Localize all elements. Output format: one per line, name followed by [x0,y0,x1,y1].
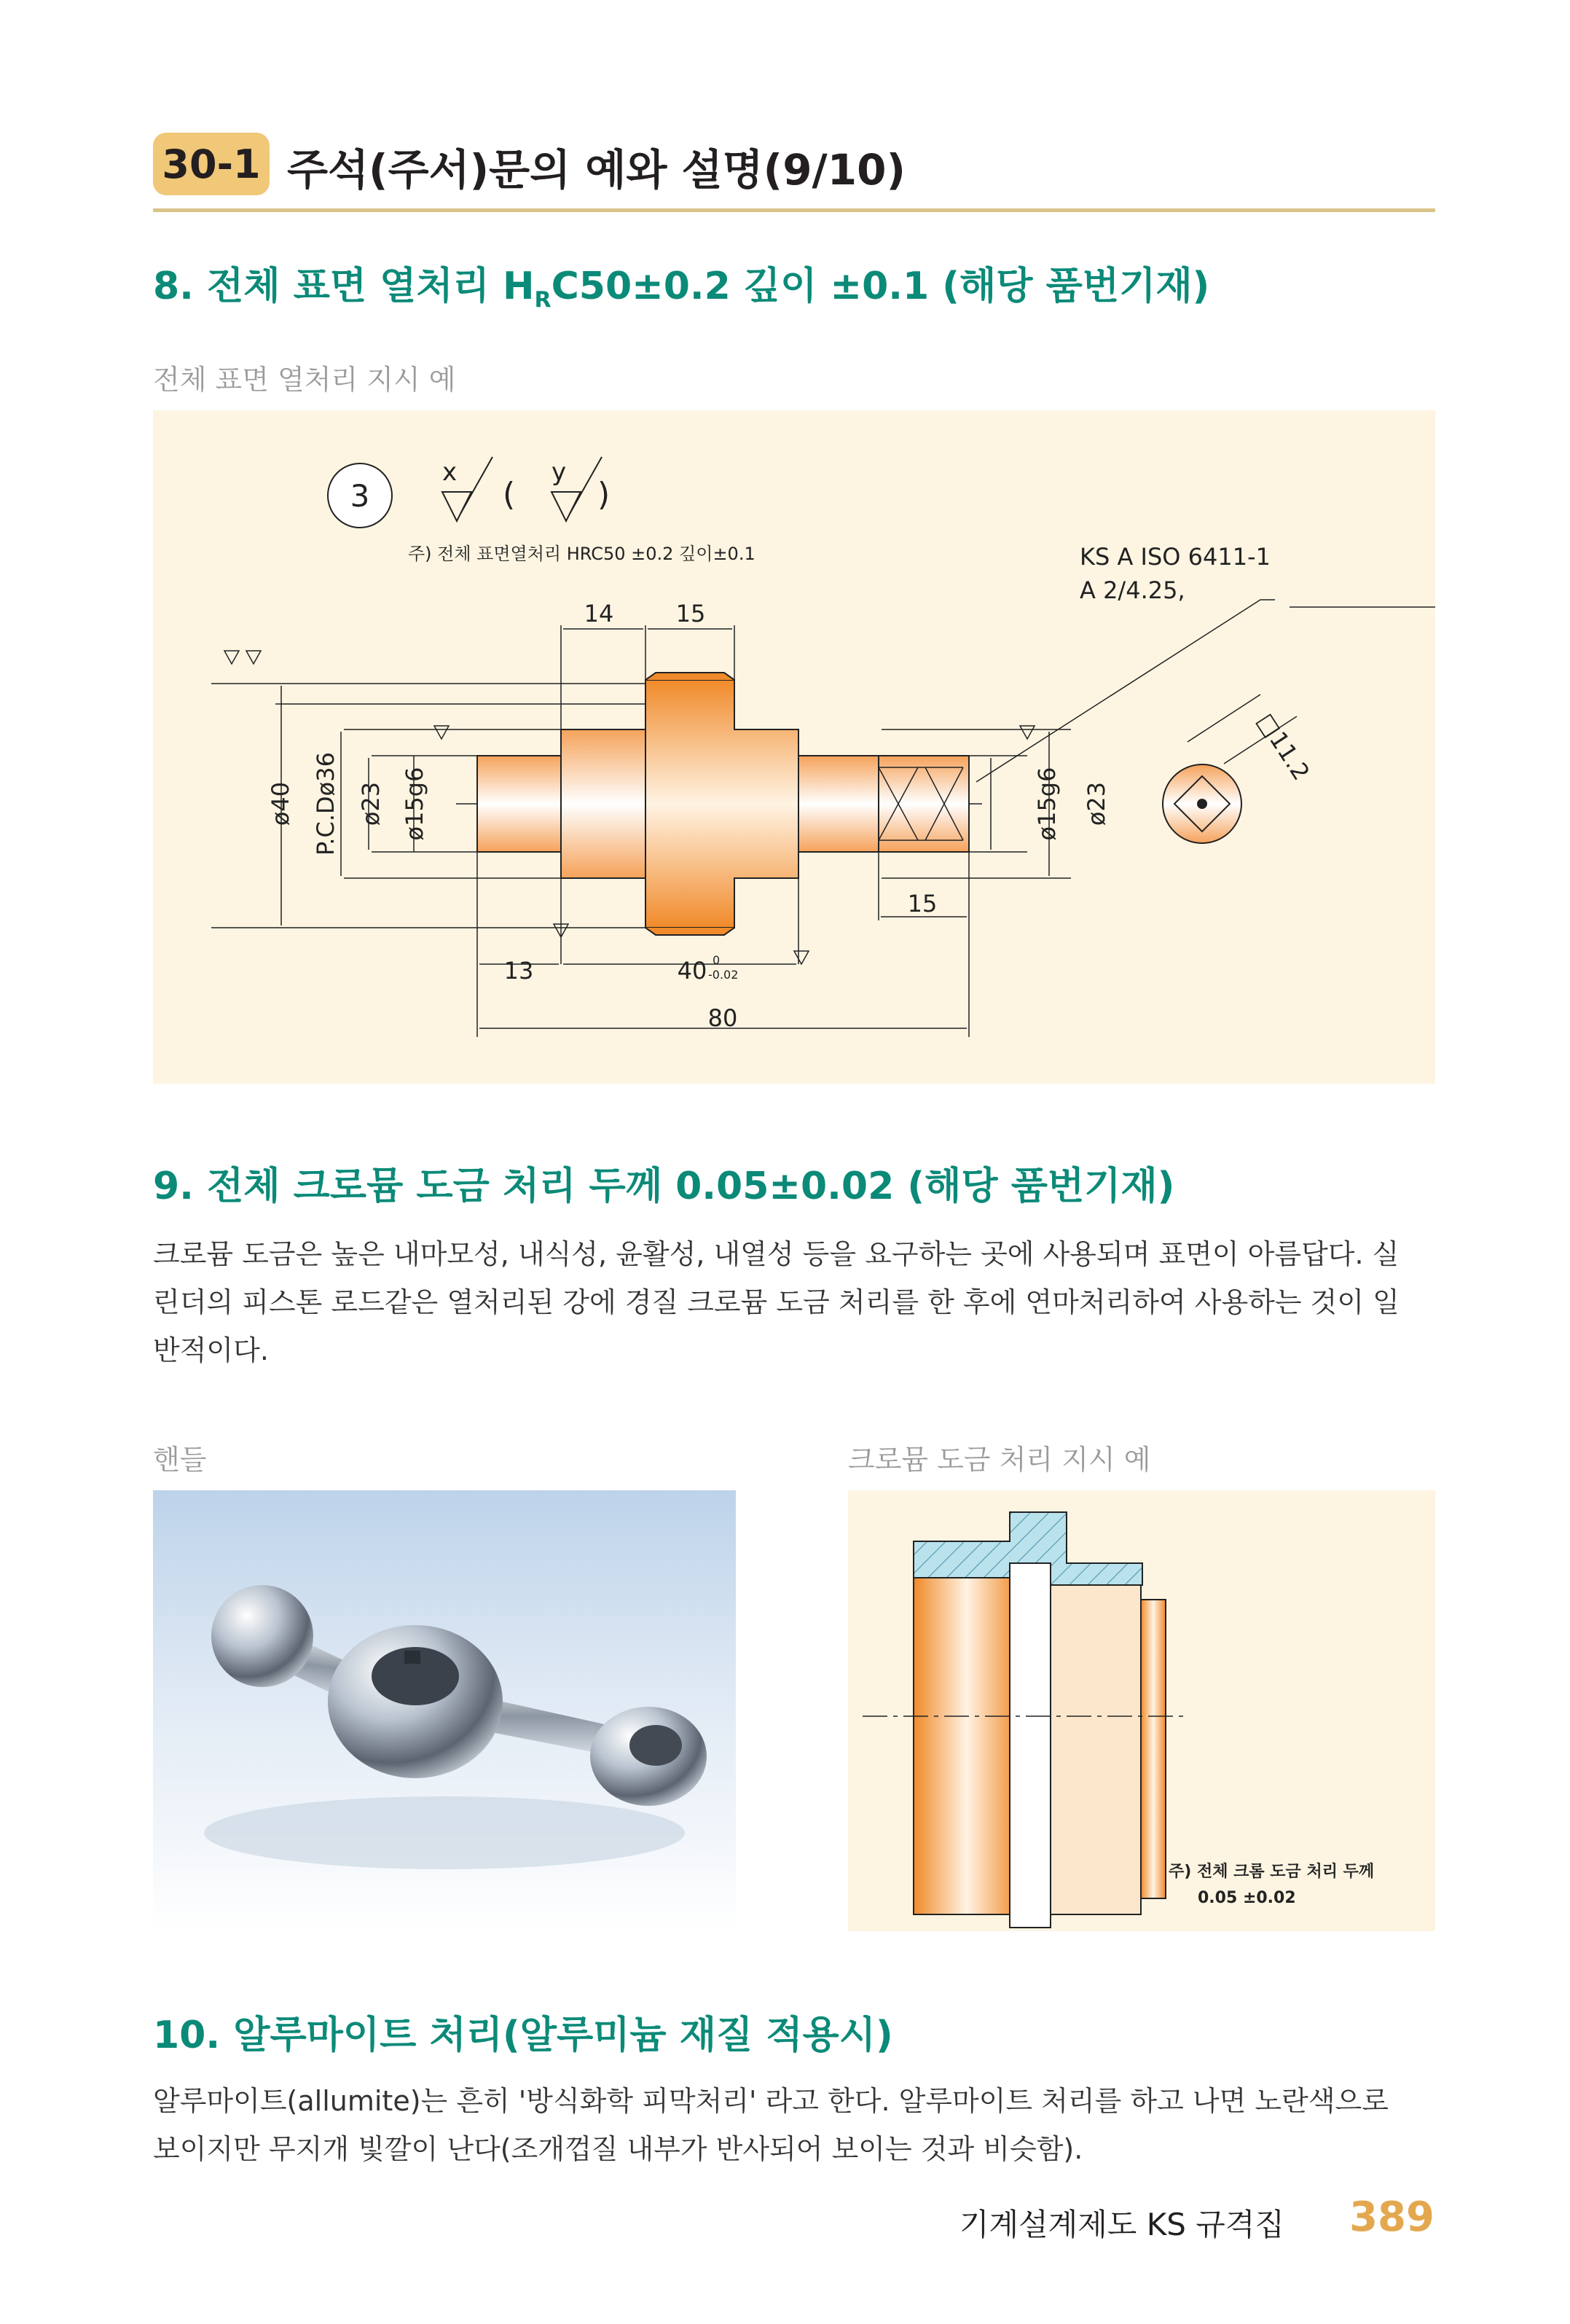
dim-40-tol-upper: 0 [713,953,721,967]
section-9-paragraph [153,1230,1435,1374]
chrome-handle-image [153,1490,736,1931]
dim-80: 80 [707,1004,738,1032]
dia-15g6-right-label: ø15g6 [1033,767,1061,841]
surface-symbol-y-label: y [552,458,567,487]
section-10-paragraph [153,2077,1435,2173]
section-10-para-line: 알루마이트(allumite)는 흔히 '방식화학 피막처리' 라고 한다. 알루마이트 처리를 하고 나면 노란색으로 [153,2085,1389,2117]
ks-standard-label: KS A ISO 6411-1 [1080,543,1271,571]
section-8-title [153,255,1209,313]
section-9-para-line: 크로뮴 도금은 높은 내마모성, 내식성, 윤활성, 내열성 등을 요구하는 곳에 사용되며 표면이 아름답다. 실 [153,1238,1400,1270]
chrome-note-line2: 0.05 ±0.02 [1198,1889,1296,1907]
chrome-plating-drawing-panel [848,1490,1435,1931]
surface-symbol-y-icon [552,492,581,521]
square-dim-label: □11.2 [1252,708,1316,786]
item-balloon-number: 3 [350,478,370,514]
ks-spec-label: A 2/4.25, [1080,576,1185,604]
chrome-plating-drawing [848,1490,1435,1931]
section-10-para-line: 보이지만 무지개 빛깔이 난다(조개껍질 내부가 반사되어 보이는 것과 비슷함). [153,2133,1083,2165]
dim-40: 40 [677,957,707,985]
section-8-title-part-b: C50±0.2 깊이 ±0.1 (해당 품번기재) [551,265,1210,308]
dim-13: 13 [503,957,534,985]
section-number: 30-1 [162,141,261,187]
dia-15g6-left-label: ø15g6 [401,767,428,841]
page-title: 주석(주서)문의 예와 설명(9/10) [287,145,906,195]
section-9-para-line: 린더의 피스톤 로드같은 열처리된 강에 경질 크로뮴 도금 처리를 한 후에 연마처리하여 사용하는 것이 일 [153,1286,1400,1318]
section-number-badge [153,133,270,195]
surface-symbol-x-icon [442,492,471,521]
paren-open: ( [503,476,516,513]
book-title: 기계설계제도 KS 규격집 [959,2207,1284,2242]
handle-photo [153,1490,736,1931]
section-9-para-line: 반적이다. [153,1334,269,1366]
section-8-title-subscript: R [534,287,552,313]
heat-treatment-note: 주) 전체 표면열처리 HRC50 ±0.2 깊이±0.1 [408,544,755,564]
section-8-caption: 전체 표면 열처리 지시 예 [153,364,456,396]
shaft-drawing [153,410,1435,1084]
dim-14: 14 [584,600,614,627]
dim-15-top: 15 [675,600,706,627]
pcd-label: P.C.Dø36 [312,752,339,856]
dia-23-left-label: ø23 [357,781,385,826]
chrome-note-line1: 주) 전체 크롬 도금 처리 두께 [1169,1863,1375,1881]
section-8-title-part-a: 8. 전체 표면 열처리 H [153,265,535,308]
dia-23-right-label: ø23 [1083,781,1110,826]
surface-symbol-x-label: x [442,458,458,487]
heat-treatment-drawing-panel [153,410,1435,1084]
section-10-title: 10. 알루마이트 처리(알루미늄 재질 적용시) [153,2014,893,2057]
chrome-plating-caption: 크로뮴 도금 처리 지시 예 [848,1444,1151,1476]
header-divider [153,208,1435,212]
section-9-title: 9. 전체 크로뮴 도금 처리 두께 0.05±0.02 (해당 품번기재) [153,1165,1175,1208]
dim-40-tol-lower: -0.02 [708,968,739,982]
page-number: 389 [1349,2194,1434,2241]
dia-40-label: ø40 [267,781,294,826]
paren-close: ) [597,476,611,513]
handle-caption: 핸들 [153,1444,207,1476]
dim-15-bottom: 15 [907,890,938,918]
